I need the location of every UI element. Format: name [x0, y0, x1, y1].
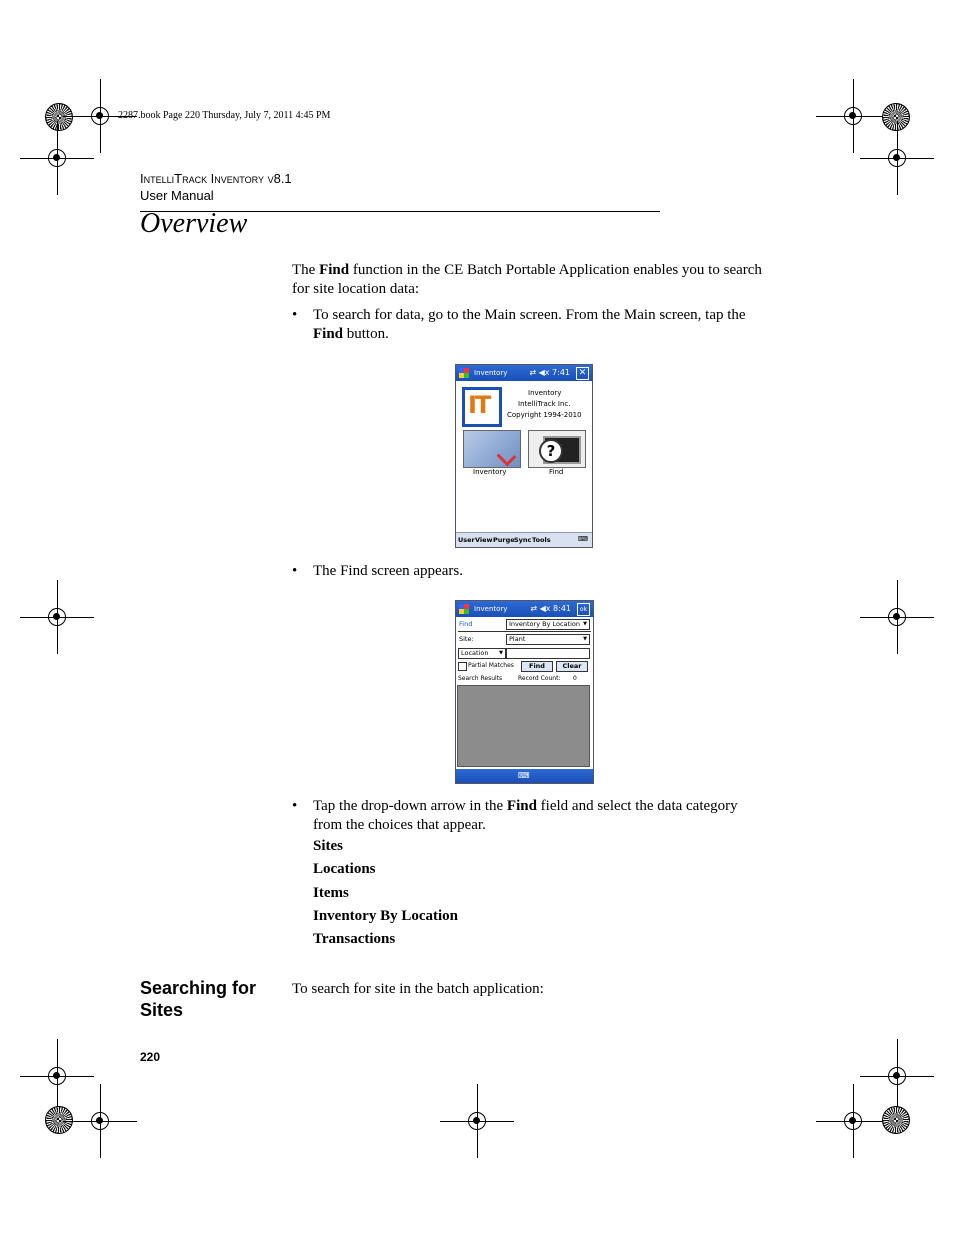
find-icon-label: Find: [549, 468, 564, 476]
location-input[interactable]: [506, 648, 590, 659]
intro-paragraph: The Find function in the CE Batch Portable Application enables you to search for site location data:: [292, 262, 762, 297]
registration-mark-icon: [882, 1106, 910, 1134]
print-slug: 2287.book Page 220 Thursday, July 7, 2011 4:45 PM: [118, 110, 331, 121]
keyboard-icon[interactable]: ⌨: [577, 535, 588, 543]
chevron-down-icon: ▼: [583, 621, 587, 627]
running-header-subtitle: User Manual: [140, 188, 214, 203]
menu-sync[interactable]: Sync: [514, 536, 532, 544]
category-sites: Sites: [313, 838, 343, 854]
category-inventory-by-location: Inventory By Location: [313, 908, 459, 924]
bottom-bar: [456, 769, 593, 783]
menu-user[interactable]: User: [458, 536, 475, 544]
menu-view[interactable]: View: [475, 536, 493, 544]
ok-button[interactable]: ok: [577, 603, 590, 616]
side-paragraph: To search for site in the batch application:: [292, 981, 544, 997]
inventory-icon-label: Inventory: [473, 468, 507, 476]
find-category-select[interactable]: Inventory By Location ▼: [506, 619, 590, 630]
menu-purge[interactable]: Purge: [493, 536, 515, 544]
title-bar: Inventory ⇄ ◀x 7:41 ✕: [456, 365, 592, 381]
category-transactions: Transactions: [313, 931, 396, 947]
chevron-down-icon: ▼: [583, 636, 587, 642]
intellitrack-logo-icon: IT: [462, 387, 502, 427]
close-icon[interactable]: ✕: [576, 367, 589, 380]
search-results-list[interactable]: [457, 685, 590, 767]
partial-matches-checkbox[interactable]: [458, 662, 467, 671]
find-button[interactable]: Find: [521, 661, 553, 672]
keyboard-icon[interactable]: ⌨: [518, 771, 530, 780]
chevron-down-icon: ▼: [499, 650, 503, 656]
side-heading: Searching for Sites: [140, 978, 257, 1020]
registration-mark-icon: [45, 103, 73, 131]
find-icon[interactable]: ?: [528, 430, 586, 468]
inventory-icon[interactable]: [463, 430, 521, 468]
registration-mark-icon: [882, 103, 910, 131]
clear-button[interactable]: Clear: [556, 661, 588, 672]
menu-bar: [456, 532, 592, 547]
main-screen-screenshot: Inventory ⇄ ◀x 7:41 ✕ Inventory IntelliTrack Inc. Copyright 1994-2010 IT Inventory ? Find User View Purge Sync Tools ⌨: [455, 364, 593, 548]
menu-tools[interactable]: Tools: [532, 536, 551, 544]
location-type-select[interactable]: Location ▼: [458, 648, 506, 659]
site-select[interactable]: Plant ▼: [506, 634, 590, 645]
section-title: Overview: [140, 208, 248, 239]
page-number: 220: [140, 1050, 161, 1064]
registration-mark-icon: [45, 1106, 73, 1134]
category-locations: Locations: [313, 861, 376, 877]
find-screen-screenshot: Inventory ⇄ ◀x 8:41 ok Find Inventory By Location ▼ Site: Plant ▼ Location ▼ Partial Matches Find Clear Search Results Record Count: 0 ⌨: [455, 600, 594, 784]
windows-start-icon: [459, 604, 469, 614]
title-bar: Inventory ⇄ ◀x 8:41 ok: [456, 601, 593, 617]
windows-start-icon: [459, 368, 469, 378]
running-header-product: IntelliTrack Inventory v8.1: [140, 171, 292, 186]
category-items: Items: [313, 885, 349, 901]
